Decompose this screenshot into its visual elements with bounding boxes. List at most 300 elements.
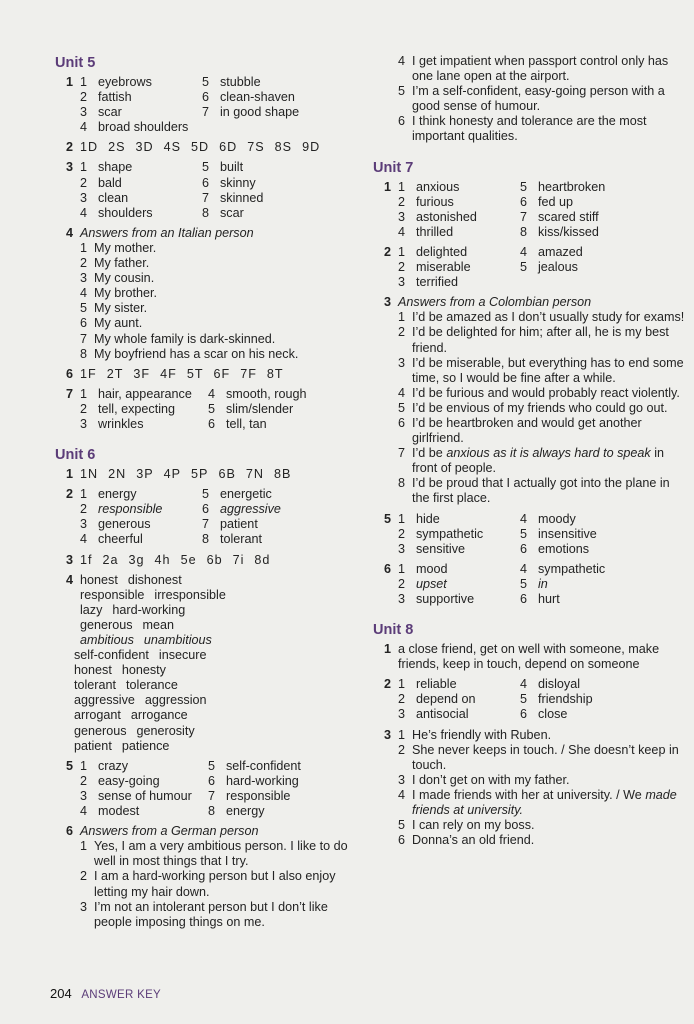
item-number: 2 <box>398 576 406 591</box>
answer-text: sense of humour <box>98 788 192 803</box>
item-text <box>98 789 208 804</box>
item-text <box>226 759 360 774</box>
item-text <box>412 818 685 833</box>
answer-text: self-confident <box>226 758 301 773</box>
answer-text: miserable <box>416 260 471 275</box>
answer-code: 1f <box>80 552 93 567</box>
word: generous <box>74 723 127 738</box>
item-number: 3 <box>398 707 406 722</box>
answer-item <box>520 527 685 542</box>
answer-item <box>80 347 360 362</box>
answer-item <box>398 692 520 707</box>
exercise <box>373 677 685 722</box>
answer-text: My aunt. <box>94 316 143 331</box>
item-text <box>220 160 360 175</box>
answer-inline-list <box>80 140 360 155</box>
exercise-body <box>80 759 360 819</box>
item-text <box>538 512 685 527</box>
item-number: 4 <box>520 561 528 576</box>
item-number: 5 <box>520 260 528 275</box>
item-number: 6 <box>80 316 88 331</box>
item-text <box>98 120 202 135</box>
answer-item <box>398 542 520 557</box>
item-text <box>412 743 685 773</box>
answer-text: My cousin. <box>94 271 155 286</box>
answer-text: antisocial <box>416 707 469 722</box>
word: dishonest <box>127 572 182 587</box>
exercise-number: 6 <box>66 824 74 839</box>
word: mean <box>142 617 175 632</box>
answer-text: astonished <box>416 209 477 224</box>
item-number: 3 <box>80 271 88 286</box>
answer-text: tell, tan <box>226 416 267 431</box>
answer-code: 7F <box>240 366 257 381</box>
answer-text: in front of people. <box>412 446 665 476</box>
answer-item <box>398 84 685 114</box>
item-number: 3 <box>80 788 88 803</box>
answer-item <box>398 401 685 416</box>
item-number: 1 <box>80 160 88 175</box>
answer-text: I don’t get on with my father. <box>412 772 570 787</box>
answer-text: My whole family is dark-skinned. <box>94 331 276 346</box>
answer-text: My boyfriend has a scar on his neck. <box>94 346 299 361</box>
answer-item <box>398 833 685 848</box>
exercise-body <box>398 245 685 290</box>
word-pair <box>74 708 360 723</box>
word: patient <box>74 738 112 753</box>
answer-item <box>398 245 520 260</box>
exercise <box>55 367 360 382</box>
word: unambitious <box>143 633 212 647</box>
answer-item <box>398 592 520 607</box>
exercise-body <box>74 572 360 754</box>
answer-text: fattish <box>98 90 132 105</box>
item-number: 5 <box>208 758 216 773</box>
word: responsible <box>80 587 145 602</box>
item-text <box>538 707 685 722</box>
answer-text: tell, expecting <box>98 401 176 416</box>
answer-text: sympathetic <box>538 561 606 576</box>
answer-text: shoulders <box>98 205 153 220</box>
answer-text: He’s friendly with Ruben. <box>412 727 552 742</box>
item-number: 5 <box>80 301 88 316</box>
item-text <box>416 562 520 577</box>
answer-grid <box>80 387 360 432</box>
item-number: 5 <box>520 526 528 541</box>
item-text <box>226 417 360 432</box>
answer-item <box>398 577 520 592</box>
unit-heading: Unit 8 <box>373 622 414 639</box>
answer-item <box>398 707 520 722</box>
word: patience <box>121 738 170 753</box>
answer-text: I made friends with her at university. / We <box>412 787 646 802</box>
exercise-body <box>398 180 685 240</box>
answer-item <box>202 90 360 105</box>
exercise-body <box>398 562 685 607</box>
item-number: 7 <box>80 331 88 346</box>
item-number: 6 <box>208 416 216 431</box>
answer-item <box>80 869 360 899</box>
item-number: 3 <box>80 105 88 120</box>
word-pair <box>74 724 360 739</box>
item-number: 7 <box>202 190 210 205</box>
answer-item <box>208 804 360 819</box>
item-number: 8 <box>202 205 210 220</box>
item-number: 8 <box>80 346 88 361</box>
word: aggressive <box>74 693 135 708</box>
answer-item <box>202 176 360 191</box>
unit-heading: Unit 6 <box>55 447 96 464</box>
answer-text: scar <box>98 105 122 120</box>
answer-code: 8S <box>274 140 293 155</box>
answer-item <box>202 532 360 547</box>
answer-code: 6B <box>218 467 236 482</box>
item-text <box>538 260 685 275</box>
item-number: 6 <box>520 592 528 606</box>
item-text <box>412 416 685 446</box>
item-number: 5 <box>398 84 406 99</box>
exercise-number: 1 <box>384 179 392 194</box>
item-number: 1 <box>398 244 406 259</box>
item-number: 1 <box>80 75 88 89</box>
exercise-number: 2 <box>384 244 392 259</box>
answer-text: terrified <box>416 275 458 290</box>
answer-grid <box>80 75 360 135</box>
exercise-body <box>80 140 360 155</box>
answer-item <box>520 195 685 210</box>
exercise-number: 4 <box>66 572 74 587</box>
answer-item <box>80 387 208 402</box>
item-text <box>416 542 520 557</box>
exercise-number: 3 <box>384 295 392 310</box>
answer-item <box>80 759 208 774</box>
answer-item <box>80 301 360 316</box>
item-text <box>412 356 685 386</box>
item-number: 5 <box>202 160 210 175</box>
item-text <box>416 512 520 527</box>
exercise-number: 2 <box>66 487 74 502</box>
exercise-body <box>80 160 360 220</box>
page-footer <box>50 986 161 1001</box>
item-number: 2 <box>398 325 406 340</box>
item-number: 4 <box>208 386 216 401</box>
answer-text: My sister. <box>94 301 148 316</box>
item-text <box>220 90 360 105</box>
answer-item <box>398 818 685 833</box>
answer-item <box>80 160 202 175</box>
answer-grid <box>398 245 685 290</box>
answer-text: I’d be delighted for him; after all, he is my best friend. <box>412 325 669 355</box>
item-number: 5 <box>398 818 406 833</box>
item-number: 2 <box>398 742 406 757</box>
item-number: 4 <box>398 787 406 802</box>
exercise-number: 5 <box>384 511 392 526</box>
answer-item <box>398 562 520 577</box>
answer-item <box>398 210 520 225</box>
item-text <box>538 692 685 707</box>
answer-code: 4P <box>163 467 182 482</box>
item-text <box>412 446 685 476</box>
item-number: 2 <box>80 256 88 271</box>
answer-text: amazed <box>538 244 583 259</box>
answer-code: 1N <box>80 467 99 482</box>
exercise-body <box>80 75 360 135</box>
exercise <box>373 295 685 506</box>
answer-text: easy-going <box>98 773 160 788</box>
answer-text: skinned <box>220 190 264 205</box>
answer-item <box>202 191 360 206</box>
answer-text: broad shoulders <box>98 120 189 135</box>
exercise-number: 3 <box>66 160 74 175</box>
item-number: 1 <box>398 179 406 194</box>
item-number: 6 <box>202 175 210 190</box>
word: arrogance <box>130 708 188 723</box>
item-text <box>98 487 202 502</box>
word: tolerant <box>74 678 117 693</box>
item-text <box>94 241 360 256</box>
answer-text: shape <box>98 160 133 175</box>
exercise-heading: Answers from an Italian person <box>80 225 254 240</box>
item-number: 2 <box>398 526 406 541</box>
page-number: 204 <box>50 986 72 1001</box>
word: generous <box>80 617 133 632</box>
answer-item <box>208 759 360 774</box>
answer-item <box>80 839 360 869</box>
item-number: 5 <box>398 400 406 415</box>
item-number: 3 <box>398 592 406 606</box>
answer-text: in good shape <box>220 105 300 120</box>
item-text <box>98 387 208 402</box>
answer-item <box>80 120 202 135</box>
answer-item <box>398 788 685 818</box>
word: aggression <box>144 693 207 708</box>
word: irresponsible <box>154 587 226 602</box>
answer-text: Donna’s an old friend. <box>412 833 535 848</box>
answer-item <box>202 487 360 502</box>
item-text <box>412 386 685 401</box>
answer-text: I’m not an intolerant person but I don’t like people imposing things on me. <box>94 899 328 929</box>
item-text <box>220 517 360 532</box>
item-number: 7 <box>202 517 210 532</box>
item-number: 3 <box>398 209 406 224</box>
item-number: 5 <box>520 576 528 591</box>
answer-text: slim/slender <box>226 401 294 416</box>
item-text <box>94 271 360 286</box>
answer-item <box>520 260 685 275</box>
item-text <box>220 502 360 517</box>
answer-text: delighted <box>416 244 468 259</box>
item-number: 1 <box>398 677 406 692</box>
item-text <box>98 417 208 432</box>
answer-text: I’m a self-confident, easy-going person with a good sense of humour. <box>412 84 665 114</box>
answer-text: I’d be furious and would probably react violently. <box>412 385 680 400</box>
item-number: 7 <box>202 105 210 120</box>
item-text <box>94 316 360 331</box>
item-text <box>98 517 202 532</box>
answer-item <box>398 416 685 446</box>
answer-code: 5e <box>180 552 197 567</box>
answer-grid <box>398 562 685 607</box>
exercise <box>373 54 685 145</box>
answer-text: crazy <box>98 758 129 773</box>
answer-code: 8B <box>273 467 292 482</box>
answer-item <box>398 512 520 527</box>
answer-code: 6D <box>219 140 238 155</box>
answer-code: 2S <box>108 140 126 155</box>
answer-code: 9D <box>302 140 321 155</box>
item-text <box>538 210 685 225</box>
answer-item <box>398 476 685 506</box>
answer-grid <box>80 160 360 220</box>
item-text <box>412 84 685 114</box>
answer-code: 6b <box>206 552 223 567</box>
word-pair <box>74 648 360 663</box>
item-number: 3 <box>80 416 88 431</box>
item-text <box>416 260 520 275</box>
item-number: 5 <box>202 75 210 89</box>
answer-code: 1D <box>80 140 99 155</box>
item-number: 7 <box>520 209 528 224</box>
item-number: 2 <box>398 692 406 707</box>
answer-item <box>208 417 360 432</box>
item-number: 2 <box>398 260 406 275</box>
answer-item <box>520 225 685 240</box>
answer-item <box>202 502 360 517</box>
answer-code: 5P <box>191 467 209 482</box>
exercise <box>55 573 360 754</box>
item-text <box>416 692 520 707</box>
answer-text: I think honesty and tolerance are the most important qualities. <box>412 114 647 144</box>
word-pair <box>74 739 360 754</box>
answer-item <box>80 804 208 819</box>
item-text <box>538 225 685 240</box>
exercise-heading: Answers from a German person <box>80 824 259 839</box>
exercise-body <box>80 387 360 432</box>
answer-text: fed up <box>538 194 574 209</box>
exercise-body <box>398 728 685 849</box>
word: ambitious <box>80 633 134 647</box>
item-text <box>94 332 360 347</box>
item-number: 5 <box>208 401 216 416</box>
answer-item <box>202 105 360 120</box>
answer-item <box>80 206 202 221</box>
answer-text: She never keeps in touch. / She doesn’t keep in touch. <box>412 742 679 772</box>
answer-text: insensitive <box>538 526 597 541</box>
answer-item <box>398 275 520 290</box>
answer-text: hair, appearance <box>98 386 192 401</box>
exercise <box>373 180 685 240</box>
answer-item <box>520 180 685 195</box>
exercise <box>55 160 360 220</box>
answer-item <box>398 446 685 476</box>
answer-text: sensitive <box>416 541 465 556</box>
item-number: 6 <box>202 90 210 105</box>
item-number: 6 <box>520 541 528 556</box>
item-text <box>220 487 360 502</box>
exercise <box>55 824 360 930</box>
answer-text: My mother. <box>94 240 157 255</box>
item-number: 3 <box>398 355 406 370</box>
item-number: 2 <box>80 401 88 416</box>
answer-item <box>398 260 520 275</box>
item-number: 5 <box>520 179 528 194</box>
item-text <box>412 401 685 416</box>
item-text <box>94 869 360 899</box>
item-text <box>538 245 685 260</box>
word-pair <box>80 618 360 633</box>
item-number: 1 <box>80 758 88 773</box>
answer-item <box>208 387 360 402</box>
answer-item <box>520 245 685 260</box>
answer-item <box>80 90 202 105</box>
exercise-body <box>80 553 360 568</box>
answer-text: I’d be miserable, but everything has to end some time, so I would be fine after a while. <box>412 355 684 385</box>
answer-text: bald <box>98 175 122 190</box>
unit-heading: Unit 7 <box>373 159 414 176</box>
item-text <box>538 195 685 210</box>
answer-item <box>398 195 520 210</box>
item-text <box>98 774 208 789</box>
answer-item <box>520 542 685 557</box>
answer-text: responsible <box>226 788 291 803</box>
answer-text: furious <box>416 194 454 209</box>
left-column <box>55 54 360 935</box>
answer-code: 7i <box>232 552 245 567</box>
answer-item <box>398 743 685 773</box>
answer-text: I’d be amazed as I don’t usually study for exams! <box>412 310 685 325</box>
answer-code: 3g <box>128 552 145 567</box>
item-text <box>94 286 360 301</box>
unit-heading: Unit 5 <box>55 55 96 71</box>
item-text <box>98 176 202 191</box>
answer-text: Yes, I am a very ambitious person. I like to do well in most things that I try. <box>94 839 348 869</box>
item-text <box>412 788 685 818</box>
answer-item <box>208 402 360 417</box>
answer-code: 2a <box>102 552 119 567</box>
answer-item <box>398 773 685 788</box>
item-number: 8 <box>520 224 528 239</box>
item-number: 3 <box>80 190 88 205</box>
word: honest <box>80 572 118 587</box>
item-text <box>226 789 360 804</box>
exercise-heading: Answers from a Colombian person <box>398 295 592 310</box>
item-text <box>412 476 685 506</box>
answer-item <box>80 256 360 271</box>
item-number: 2 <box>80 502 88 517</box>
answer-text: hurt <box>538 592 560 606</box>
answer-item <box>520 707 685 722</box>
exercise-body <box>80 367 360 382</box>
item-number: 8 <box>398 476 406 491</box>
item-text <box>98 759 208 774</box>
word: hard-working <box>112 602 186 617</box>
answer-item <box>80 417 208 432</box>
answer-grid <box>80 487 360 547</box>
answer-item <box>398 527 520 542</box>
answer-inline-list <box>80 553 360 568</box>
item-text <box>98 75 202 90</box>
answer-text: I get impatient when passport control only has one lane open at the airport. <box>412 54 669 84</box>
item-text <box>416 577 520 592</box>
item-number: 2 <box>80 773 88 788</box>
exercise <box>373 642 685 672</box>
answer-code: 7N <box>245 467 264 482</box>
item-number: 4 <box>520 244 528 259</box>
exercise-number: 4 <box>66 225 74 240</box>
item-number: 3 <box>398 772 406 787</box>
answer-text: depend on <box>416 692 476 707</box>
exercise-body <box>398 54 685 145</box>
